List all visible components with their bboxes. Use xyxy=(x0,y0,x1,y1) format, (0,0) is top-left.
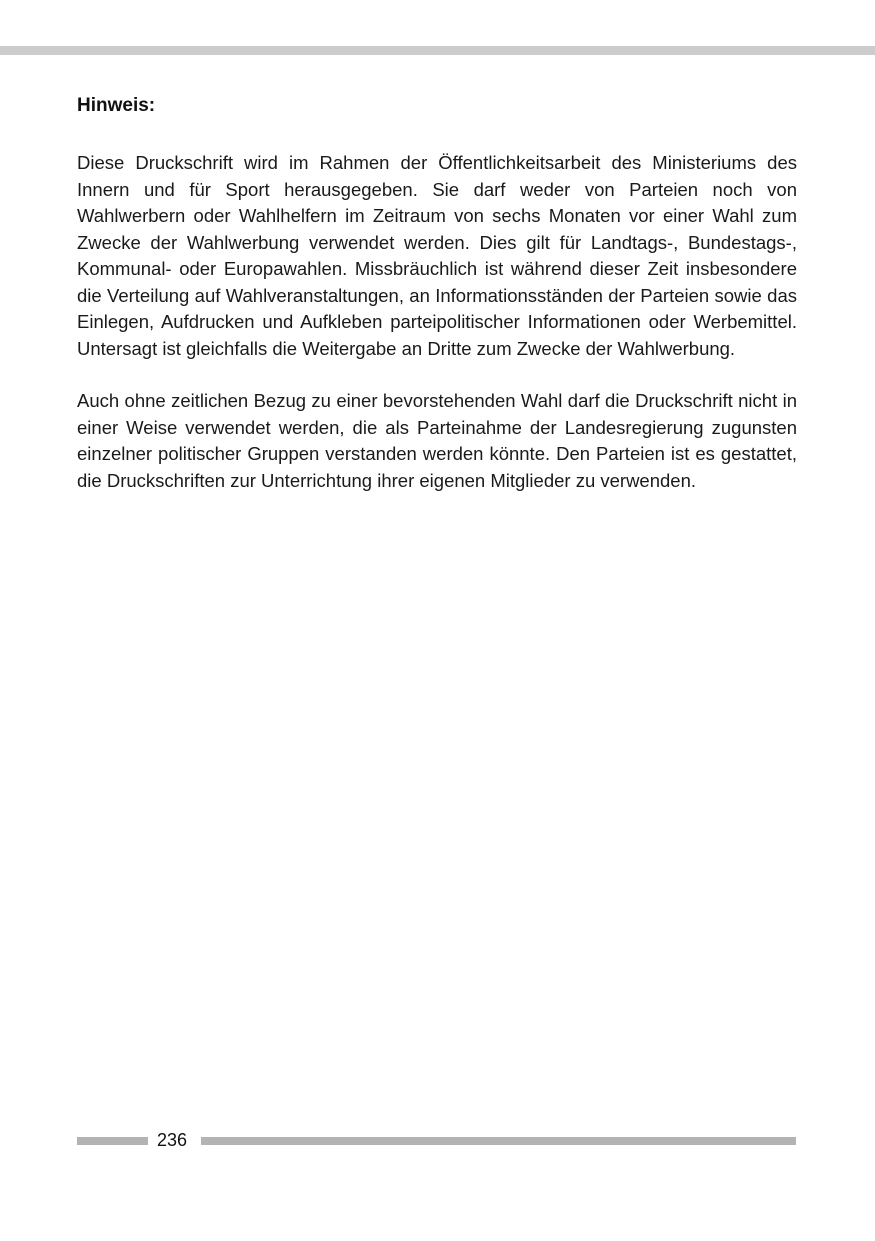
header-rule xyxy=(0,46,875,55)
notice-paragraph-1: Diese Druckschrift wird im Rahmen der Öffentlichkeitsarbeit des Ministeriums des Innern und für Sport herausgegeben. Sie darf weder von Parteien noch von Wahlwerbern oder Wahlhelfern im Zeitraum von sechs Monaten vor einer Wahl zum Zwecke der Wahlwerbung verwendet werden. Dies gilt für Landtags-, Bundestags-, Kommunal- oder Europawahlen. Missbräuchlich ist während dieser Zeit insbesondere die Verteilung auf Wahlveranstaltungen, an Informationsständen der Parteien sowie das Einlegen, Aufdrucken und Aufkleben parteipolitischer Informationen oder Werbemittel. Untersagt ist gleichfalls die Weitergabe an Dritte zum Zwecke der Wahlwerbung. xyxy=(77,152,797,359)
page-number: 236 xyxy=(157,1130,188,1150)
footer-bar-left xyxy=(77,1137,148,1145)
notice-paragraph-2: Auch ohne zeitlichen Bezug zu einer bevorstehenden Wahl darf die Druckschrift nicht in einer Weise verwendet werden, die als Parteinahme der Landesregierung zugunsten einzelner politischer Gruppen verstanden werden könnte. Den Parteien ist es gestattet, die Druckschriften zur Unterrichtung ihrer eigenen Mitglieder zu verwenden. xyxy=(77,390,797,491)
notice-heading: Hinweis: xyxy=(77,95,156,116)
page-footer xyxy=(77,1127,796,1153)
footer-bar-right xyxy=(201,1137,796,1145)
notice-section xyxy=(77,92,797,494)
